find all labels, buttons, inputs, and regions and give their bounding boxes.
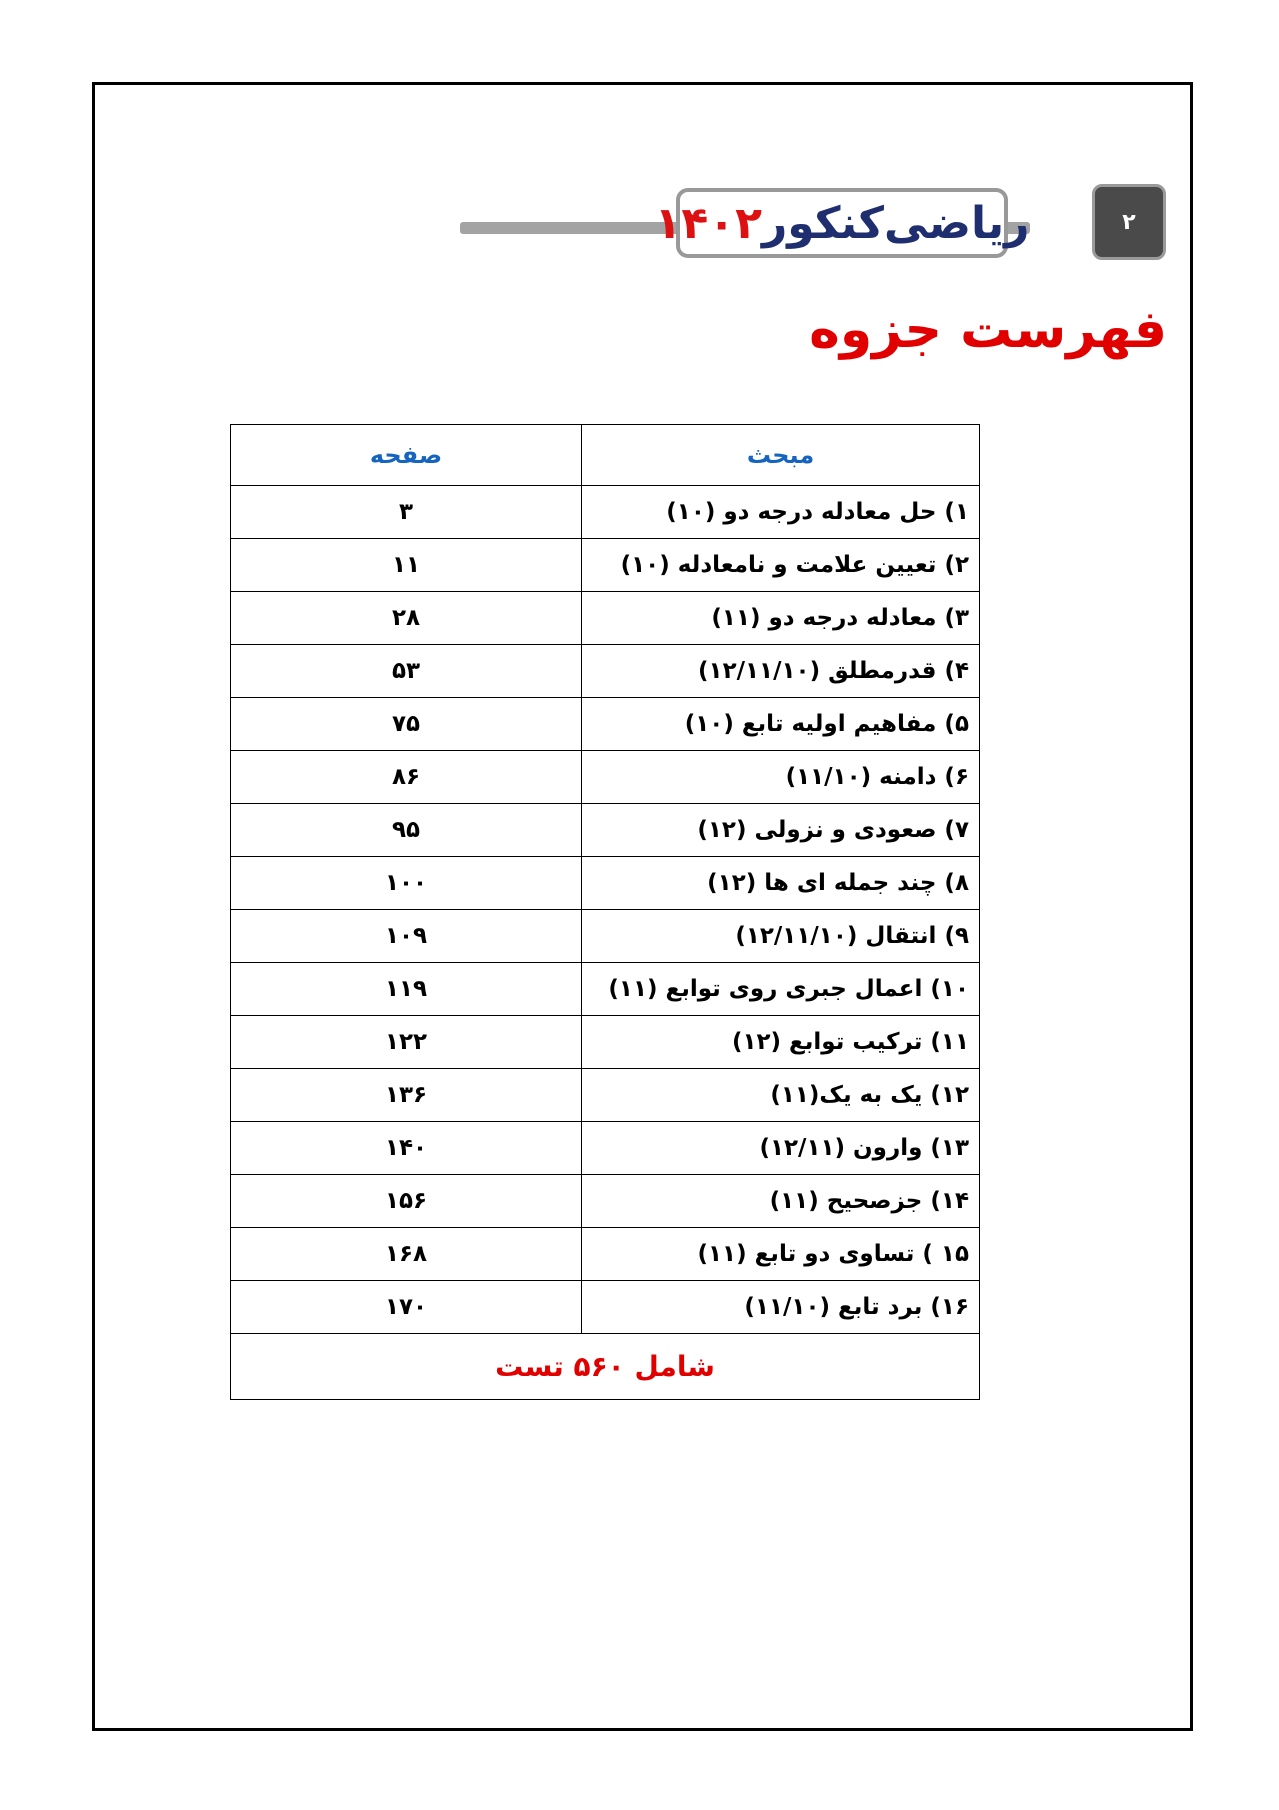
page-cell: ۱۶۸	[231, 1228, 582, 1281]
topic-cell: ۱۴) جزصحیح (۱۱)	[582, 1175, 980, 1228]
topic-cell: ۱۶) برد تابع (۱۱/۱۰)	[582, 1281, 980, 1334]
topic-cell: ۴) قدرمطلق (۱۲/۱۱/۱۰)	[582, 645, 980, 698]
table-row	[231, 1016, 980, 1069]
table-row	[231, 486, 980, 539]
topic-cell: ۸) چند جمله ای ها (۱۲)	[582, 857, 980, 910]
topic-cell: ۹) انتقال (۱۲/۱۱/۱۰)	[582, 910, 980, 963]
table-row	[231, 1228, 980, 1281]
column-header-topic: مبحث	[582, 425, 980, 486]
page-cell: ۱۳۶	[231, 1069, 582, 1122]
topic-cell: ۲) تعیین علامت و نامعادله (۱۰)	[582, 539, 980, 592]
page-title: فهرست جزوه	[809, 300, 1167, 360]
page-cell: ۸۶	[231, 751, 582, 804]
table-row	[231, 698, 980, 751]
page-cell: ۱۷۰	[231, 1281, 582, 1334]
topic-cell: ۱۰) اعمال جبری روی توابع (۱۱)	[582, 963, 980, 1016]
test-count-summary: شامل ۵۶۰ تست	[231, 1334, 980, 1400]
page-cell: ۷۵	[231, 698, 582, 751]
table-row	[231, 857, 980, 910]
page-cell: ۲۸	[231, 592, 582, 645]
book-title-year: ۱۴۰۲	[654, 197, 762, 249]
page-cell: ۱۰۰	[231, 857, 582, 910]
topic-cell: ۱۲) یک به یک(۱۱)	[582, 1069, 980, 1122]
table-row	[231, 645, 980, 698]
page-cell: ۳	[231, 486, 582, 539]
summary-row	[231, 1334, 980, 1400]
table-row	[231, 804, 980, 857]
column-header-page: صفحه	[231, 425, 582, 486]
page-cell: ۱۵۶	[231, 1175, 582, 1228]
table-header-row	[231, 425, 980, 486]
table-row	[231, 910, 980, 963]
book-title-text: ریاضی‌کنکور	[761, 197, 1030, 249]
topic-cell: ۳) معادله درجه دو (۱۱)	[582, 592, 980, 645]
topic-cell: ۵) مفاهیم اولیه تابع (۱۰)	[582, 698, 980, 751]
topic-cell: ۱۳) وارون (۱۲/۱۱)	[582, 1122, 980, 1175]
table-row	[231, 592, 980, 645]
table-of-contents	[230, 424, 980, 1400]
table-row	[231, 1281, 980, 1334]
topic-cell: ۷) صعودی و نزولی (۱۲)	[582, 804, 980, 857]
page-cell: ۹۵	[231, 804, 582, 857]
table-row	[231, 539, 980, 592]
page-cell: ۱۰۹	[231, 910, 582, 963]
page-cell: ۱۱	[231, 539, 582, 592]
topic-cell: ۱۵ ) تساوی دو تابع (۱۱)	[582, 1228, 980, 1281]
book-title-badge	[654, 188, 1030, 258]
table-row	[231, 963, 980, 1016]
table-row	[231, 751, 980, 804]
page-cell: ۱۱۹	[231, 963, 582, 1016]
table-row	[231, 1122, 980, 1175]
topic-cell: ۱۱) ترکیب توابع (۱۲)	[582, 1016, 980, 1069]
topic-cell: ۱) حل معادله درجه دو (۱۰)	[582, 486, 980, 539]
topic-cell: ۶) دامنه (۱۱/۱۰)	[582, 751, 980, 804]
page-cell: ۱۴۰	[231, 1122, 582, 1175]
page-cell: ۱۲۲	[231, 1016, 582, 1069]
page-number: ۲	[1122, 209, 1136, 235]
page-cell: ۵۳	[231, 645, 582, 698]
table-row	[231, 1175, 980, 1228]
page-number-badge	[1092, 184, 1166, 260]
table-row	[231, 1069, 980, 1122]
